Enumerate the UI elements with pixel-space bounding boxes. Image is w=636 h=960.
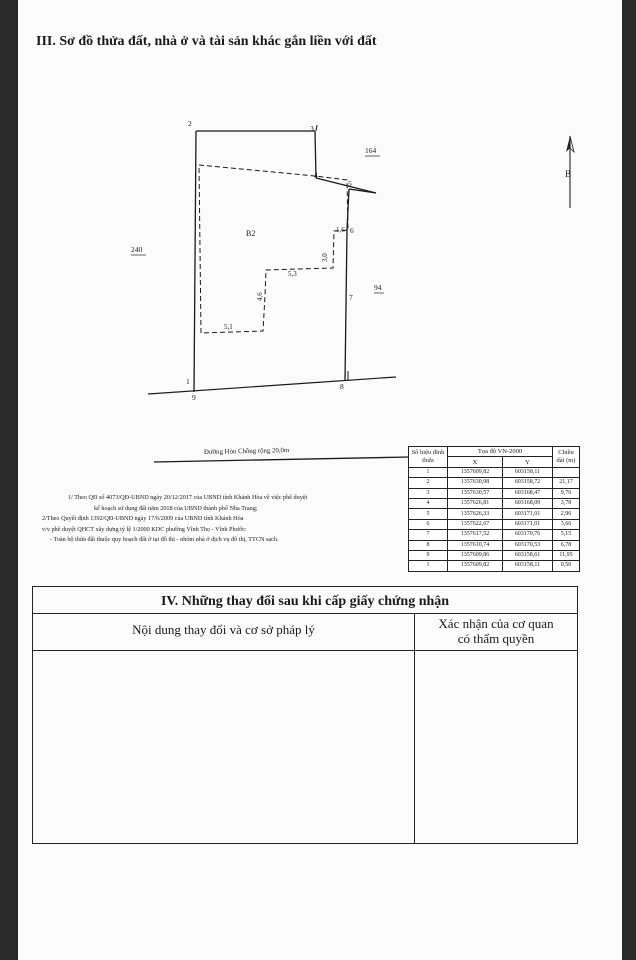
coord-row [409,467,580,477]
authority-header-line-2: có thẩm quyền [457,631,535,646]
vertex-4: 4 [314,171,318,180]
note-line: 2/Theo Quyết định 1392/QĐ-UBND ngày 17/6/2009 của UBND tỉnh Khánh Hòa [42,515,244,523]
coord-cell-x: 1357617,52 [448,530,503,540]
authority-confirmation-cell [415,651,577,843]
note-line: 1/ Theo QĐ số 4073/QĐ-UBND ngày 20/12/2017 của UBND tỉnh Khánh Hòa về việc phê duyệt [68,494,308,501]
coord-cell-no: 1 [409,467,448,477]
col-vertex-header: Số hiệu đỉnh thửa [409,447,448,468]
coord-cell-len: 2,96 [553,509,580,519]
coord-cell-x: 1357630,98 [448,478,503,488]
col-y-header: Y [502,457,552,467]
coord-row [409,530,580,540]
coord-cell-no: 3 [409,488,448,498]
coord-cell-y: 603158,61 [502,550,552,560]
change-content-header: Nội dung thay đổi và cơ sở pháp lý [33,614,415,650]
plot-boundary [148,125,396,394]
coord-cell-no: 1 [409,561,448,571]
photo-border-left [0,0,18,960]
note-line: - Toàn bộ thửa đất thuộc quy hoạch đất ở tại đô thị - nhóm nhà ở dịch vụ đô thị, TTCN sạch. [50,536,279,544]
north-label: B [565,169,572,179]
neighbor-parcel-right: 94 [374,283,382,292]
coord-cell-y: 603170,53 [502,540,552,550]
col-coord-header: Tọa độ VN-2000 [448,447,553,457]
coord-cell-no: 7 [409,530,448,540]
coord-cell-x: 1357609,82 [448,467,503,477]
section-4-table [32,586,578,844]
coord-row [409,478,580,488]
change-content-cell [33,651,415,843]
dim-3-0: 3,0 [321,253,329,262]
building-footprint [199,165,348,333]
coord-cell-y: 603171,01 [502,519,552,529]
vertex-7: 7 [349,293,353,302]
coord-cell-no: 2 [409,478,448,488]
coord-cell-x: 1357626,33 [448,509,503,519]
neighbor-parcel-left: 240 [131,245,143,254]
road-line [154,457,410,462]
coord-cell-x: 1357610,74 [448,540,503,550]
coord-cell-x: 1357609,86 [448,550,503,560]
coord-row [409,561,580,571]
certificate-page [18,0,622,960]
coord-cell-y: 603170,76 [502,530,552,540]
coord-row [409,519,580,529]
coord-row [409,540,580,550]
vertex-5: 5 [348,179,352,188]
dimension-labels [224,226,345,331]
col-length-header: Chiều dài (m) [553,447,580,468]
dim-4-6: 4,6 [256,292,264,301]
note-line: v/v phê duyệt QHCT xây dựng tỷ lệ 1/2000 KDC phường Vĩnh Thọ - Vĩnh Phước: [42,525,247,533]
coord-cell-y: 603158,11 [502,467,552,477]
photo-border-right [622,0,636,960]
coord-cell-len: 9,76 [553,488,580,498]
neighbor-parcel-top: 164 [365,146,377,155]
coord-cell-x: 1357622,67 [448,519,503,529]
coord-row [409,550,580,560]
section-3-title: III. Sơ đồ thửa đất, nhà ở và tài sản khác gắn liền với đất [36,34,377,49]
vertex-8: 8 [340,382,344,391]
col-x-header: X [448,457,503,467]
authority-header-line-1: Xác nhận của cơ quan [438,616,554,631]
coord-row [409,488,580,498]
coord-cell-x: 1357630,57 [448,488,503,498]
coord-cell-len: 0,50 [553,561,580,571]
note-line: kế hoạch sử dụng đất năm 2018 của UBND thành phố Nha Trang; [94,504,258,512]
vertex-9: 9 [192,393,196,402]
coord-cell-no: 4 [409,498,448,508]
coord-cell-len: 6,78 [553,540,580,550]
coord-cell-len: 5,15 [553,530,580,540]
coord-cell-x: 1357609,82 [448,561,503,571]
coord-cell-len: 21,17 [553,478,580,488]
coord-cell-y: 603168,09 [502,498,552,508]
coord-row [409,509,580,519]
coord-cell-no: 8 [409,540,448,550]
vertex-3: 3 [310,124,314,133]
dim-1-6: 1,6 [336,226,345,234]
vertex-2: 2 [188,119,192,128]
coord-cell-len: 11,95 [553,550,580,560]
authority-confirmation-header [415,614,577,650]
section-4-title: IV. Những thay đổi sau khi cấp giấy chứng nhận [33,587,577,614]
coord-cell-y: 603158,11 [502,561,552,571]
plot-code-label: B2 [246,229,256,238]
north-arrow-icon [565,136,574,208]
dim-5-1: 5,1 [224,323,233,331]
vertex-1: 1 [186,377,190,386]
vertex-6: 6 [350,226,354,235]
land-plot-diagram [18,0,622,480]
coord-cell-len [553,467,580,477]
road-label: Đường Hòn Chồng rộng 20,0m [203,447,290,456]
coord-cell-no: 5 [409,509,448,519]
coord-cell-y: 603158,72 [502,478,552,488]
legal-notes [42,493,428,546]
coord-cell-no: 9 [409,550,448,560]
coord-cell-len: 3,78 [553,498,580,508]
coord-cell-y: 603168,47 [502,488,552,498]
coord-cell-len: 3,66 [553,519,580,529]
coordinate-table [408,446,580,572]
coord-cell-x: 1357626,81 [448,498,503,508]
coord-row [409,498,580,508]
coord-cell-no: 6 [409,519,448,529]
dim-5-3: 5,3 [288,270,297,278]
coord-cell-y: 603171,01 [502,509,552,519]
